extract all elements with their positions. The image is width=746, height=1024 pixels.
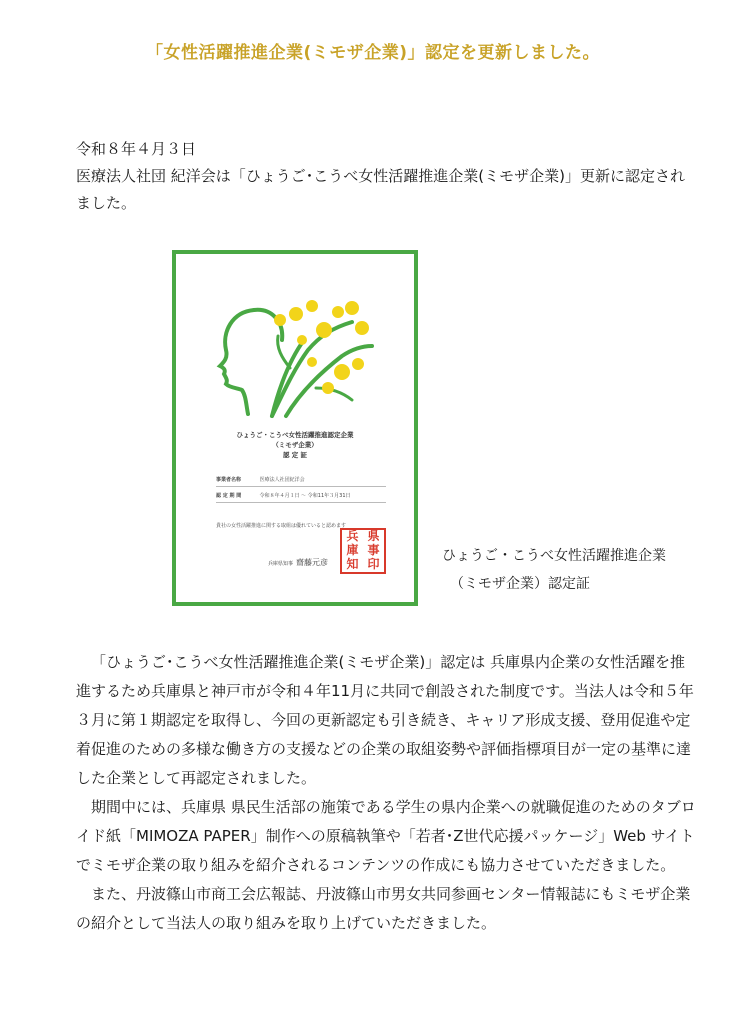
cert-heading-1: ひょうご・こうべ女性活躍推進認定企業 [236,431,354,439]
seal-char: 知 [346,557,359,571]
page-title: 「女性活躍推進企業(ミモザ企業)」認定を更新しました。 [145,43,601,63]
body-section [76,648,696,938]
seal-char: 庫 [346,543,359,557]
cert-row-period [216,492,386,503]
seal-char: 印 [367,557,380,571]
cert-row-name-label: 事業者名称 [216,477,242,483]
cert-governor-title: 兵庫県知事 [268,561,294,567]
certificate-image [172,250,418,606]
cert-heading-3: 認 定 証 [282,451,308,459]
seal-char: 県 [367,529,380,543]
caption-line-2: （ミモザ企業）認定証 [450,576,590,592]
cert-note: 貴社の女性活躍推進に関する取組は優れていると認めます [216,523,347,529]
intro-text: 医療法人社団 紀洋会は「ひょうご･こうべ女性活躍推進企業(ミモザ企業)」更新に認定されました。 [76,167,685,212]
cert-heading-2: （ミモザ企業） [272,441,318,449]
caption-line-1: ひょうご・こうべ女性活躍推進企業 [442,548,666,564]
certificate-caption [442,542,732,598]
intro-section [76,136,696,217]
seal-char: 事 [367,543,380,557]
seal-char: 兵 [346,529,359,543]
cert-governor-name: 齋藤元彦 [296,558,329,567]
body-paragraph-1: 「ひょうご･こうべ女性活躍推進企業(ミモザ企業)」認定は 兵庫県内企業の女性活躍を推進するため兵庫県と神戸市が令和４年11月に共同で創設された制度です。当法人は令和５年３月に第１期認定を取得し、今回の更新認定も引き続き、キャリア形成支援、登用促進や定着促進のための多様な働き方の支援などの企業の取組姿勢や評価指標項目が一定の基準に達した企業として再認定されました。 [76,653,694,787]
body-paragraph-3: また、丹波篠山市商工会広報誌、丹波篠山市男女共同参画センター情報誌にもミモザ企業の紹介として当法人の取り組みを取り上げていただきました。 [76,885,691,932]
mimoza-logo-icon [212,292,382,422]
cert-row-period-label: 認 定 期 間 [216,493,242,499]
cert-governor [268,557,328,568]
cert-row-name-value: 医療法人社団紀洋会 [259,477,305,483]
body-paragraph-2: 期間中には、兵庫県 県民生活部の施策である学生の県内企業への就職促進のためのタブロイド紙「MIMOZA PAPER」制作への原稿執筆や「若者･Z世代応援パッケージ」Web サイトでミモザ企業の取り組みを紹介されるコンテンツの作成にも協力させていただきました。 [76,798,696,874]
intro-date: 令和８年４月３日 [76,140,197,158]
cert-row-period-value: 令和８年４月１日 ～ 令和11年３月31日 [259,493,351,499]
cert-row-name [216,476,386,487]
seal-stamp [340,528,386,574]
